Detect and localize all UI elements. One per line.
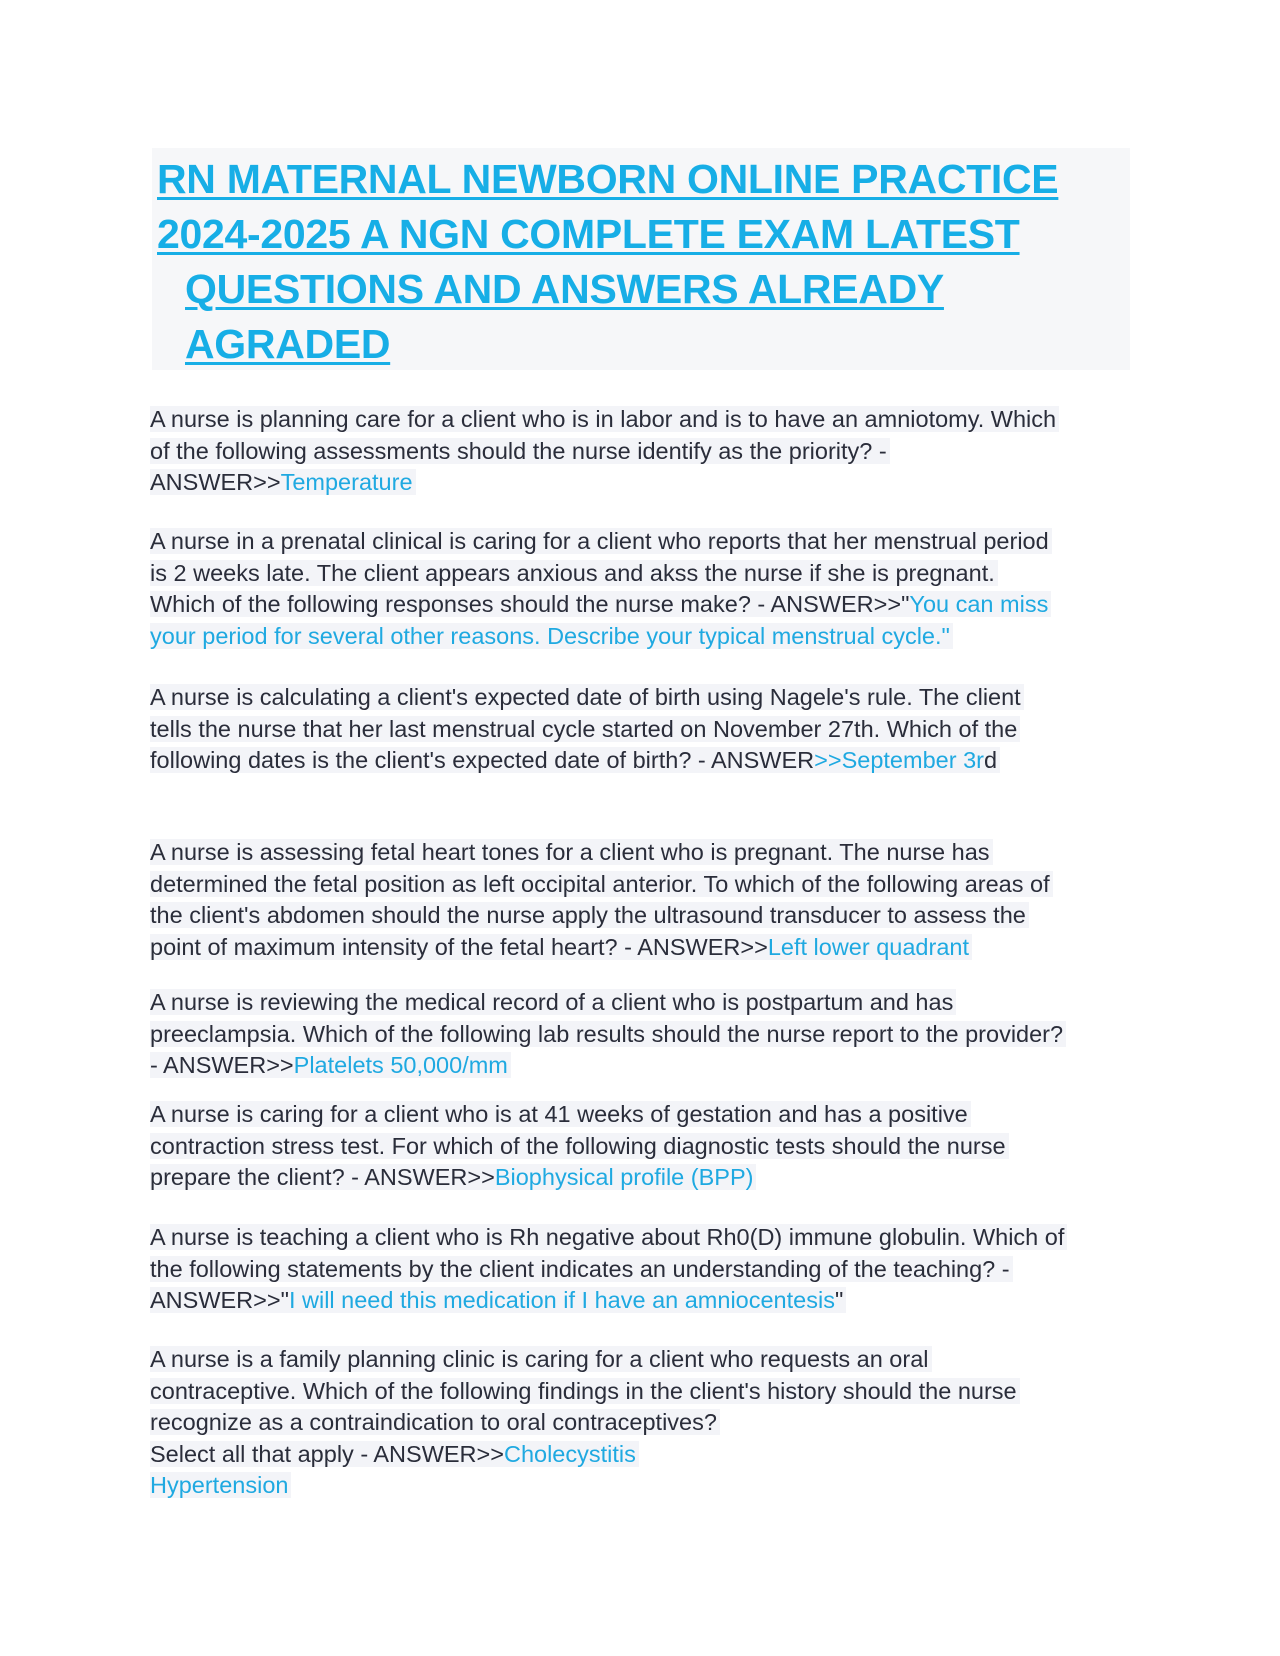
qa-line-highlight bbox=[150, 839, 993, 865]
qa-line bbox=[150, 682, 1024, 714]
qa-line-highlight bbox=[150, 406, 1059, 432]
qa-line-highlight bbox=[150, 902, 1029, 928]
question-text: the following statements by the client indicates an understanding of the teaching? - bbox=[150, 1255, 1010, 1282]
qa-line-highlight bbox=[150, 1256, 1013, 1282]
qa-line-highlight bbox=[150, 528, 1052, 554]
qa-line bbox=[150, 1344, 1020, 1376]
qa-line bbox=[150, 1439, 1020, 1471]
qa-line bbox=[150, 932, 1053, 964]
answer-text: Biophysical profile (BPP) bbox=[494, 1164, 754, 1190]
qa-line-highlight bbox=[150, 1133, 1009, 1159]
answer-text: Hypertension bbox=[150, 1472, 289, 1498]
qa-line-highlight bbox=[150, 716, 1020, 742]
question-text: Which of the following responses should the nurse make? - ANSWER>>" bbox=[150, 591, 910, 617]
qa-item bbox=[150, 526, 1052, 652]
question-text: A nurse is reviewing the medical record of a client who is postpartum and has bbox=[150, 989, 954, 1015]
question-text: A nurse is caring for a client who is at 41 weeks of gestation and has a positive bbox=[150, 1101, 968, 1127]
qa-line bbox=[150, 1050, 1066, 1082]
qa-line bbox=[150, 987, 1066, 1019]
qa-line-highlight bbox=[150, 684, 1024, 710]
qa-line-highlight bbox=[150, 1287, 846, 1313]
qa-line-highlight bbox=[150, 1164, 756, 1190]
qa-item bbox=[150, 404, 1059, 499]
question-text: A nurse is planning care for a client who is in labor and is to have an amniotomy. Which bbox=[150, 406, 1057, 432]
question-text: is 2 weeks late. The client appears anxious and akss the nurse if she is pregnant. bbox=[150, 559, 995, 586]
qa-line bbox=[150, 1131, 1009, 1163]
title-line-1: RN MATERNAL NEWBORN ONLINE PRACTICE bbox=[157, 156, 1059, 202]
qa-line bbox=[150, 467, 1059, 499]
qa-line bbox=[150, 589, 1052, 621]
qa-line bbox=[150, 745, 1024, 777]
question-text: determined the fetal position as left occipital anterior. To which of the following areas of bbox=[150, 870, 1050, 897]
answer-text: >>September 3r bbox=[814, 747, 984, 773]
title-line-3: QUESTIONS AND ANSWERS ALREADY bbox=[185, 266, 944, 312]
qa-line bbox=[150, 1376, 1020, 1408]
qa-item bbox=[150, 1099, 1009, 1194]
question-text: ANSWER>> bbox=[150, 469, 281, 495]
qa-line-highlight bbox=[150, 1378, 1020, 1404]
qa-line bbox=[150, 558, 1052, 590]
qa-line bbox=[150, 900, 1053, 932]
qa-line-highlight bbox=[150, 1441, 639, 1467]
question-text: tells the nurse that her last menstrual cycle started on November 27th. Which of the bbox=[150, 715, 1018, 742]
qa-line-highlight bbox=[150, 934, 972, 960]
qa-line bbox=[150, 404, 1059, 436]
question-text: the client's abdomen should the nurse apply the ultrasound transducer to assess the bbox=[150, 902, 1026, 928]
qa-line bbox=[150, 1285, 1067, 1317]
qa-line bbox=[150, 1019, 1066, 1051]
question-text: recognize as a contraindication to oral contraceptives? bbox=[150, 1409, 717, 1435]
qa-line bbox=[150, 1222, 1067, 1254]
qa-item bbox=[150, 682, 1024, 777]
document-title bbox=[152, 148, 1130, 370]
question-text: prepare the client? - ANSWER>> bbox=[150, 1164, 495, 1190]
answer-text: your period for several other reasons. Describe your typical menstrual cycle." bbox=[150, 622, 950, 649]
question-text: contraceptive. Which of the following findings in the client's history should the nurse bbox=[150, 1377, 1017, 1404]
qa-line bbox=[150, 837, 1053, 869]
qa-line-highlight bbox=[150, 560, 998, 586]
qa-line-highlight bbox=[150, 1409, 720, 1435]
qa-line-highlight bbox=[150, 871, 1053, 897]
qa-line bbox=[150, 1470, 1020, 1502]
answer-text: I will need this medication if I have an amniocentesis bbox=[288, 1287, 835, 1313]
question-text: following dates is the client's expected date of birth? - ANSWER bbox=[150, 747, 815, 773]
title-line-2: 2024-2025 A NGN COMPLETE EXAM LATEST bbox=[157, 211, 1020, 257]
qa-line-highlight bbox=[150, 1021, 1066, 1047]
qa-line-highlight bbox=[150, 469, 416, 495]
answer-text: You can miss bbox=[909, 591, 1049, 617]
question-text: A nurse in a prenatal clinical is caring for a client who reports that her menstrual period bbox=[150, 528, 1049, 554]
qa-line-highlight bbox=[150, 591, 1051, 617]
question-text: Select all that apply - ANSWER>> bbox=[150, 1440, 504, 1467]
question-text: - ANSWER>> bbox=[150, 1052, 294, 1078]
question-text: A nurse is teaching a client who is Rh negative about Rh0(D) immune globulin. Which of bbox=[150, 1224, 1065, 1250]
qa-line-highlight bbox=[150, 1346, 932, 1372]
qa-line-highlight bbox=[150, 747, 1000, 773]
qa-line bbox=[150, 1099, 1009, 1131]
question-text: A nurse is assessing fetal heart tones for a client who is pregnant. The nurse has bbox=[150, 839, 990, 865]
qa-line bbox=[150, 1254, 1067, 1286]
qa-line-highlight bbox=[150, 1101, 971, 1127]
question-text: preeclampsia. Which of the following lab results should the nurse report to the provider? bbox=[150, 1020, 1064, 1047]
answer-text: Cholecystitis bbox=[503, 1440, 636, 1467]
question-text: A nurse is calculating a client's expected date of birth using Nagele's rule. The client bbox=[150, 684, 1021, 710]
question-text: of the following assessments should the nurse identify as the priority? - bbox=[150, 437, 887, 464]
qa-line-highlight bbox=[150, 623, 953, 649]
answer-text: Platelets 50,000/mm bbox=[293, 1052, 508, 1078]
qa-line bbox=[150, 621, 1052, 653]
answer-text: Left lower quadrant bbox=[767, 933, 969, 960]
qa-item bbox=[150, 1222, 1067, 1317]
qa-line bbox=[150, 1407, 1020, 1439]
qa-line-highlight bbox=[150, 1472, 291, 1498]
qa-line bbox=[150, 436, 1059, 468]
question-text-suffix: " bbox=[834, 1287, 844, 1313]
question-text: A nurse is a family planning clinic is caring for a client who requests an oral bbox=[150, 1346, 929, 1372]
qa-line-highlight bbox=[150, 438, 890, 464]
title-line-4: AGRADED bbox=[185, 321, 391, 367]
qa-item bbox=[150, 837, 1053, 963]
question-text-suffix: d bbox=[983, 747, 998, 773]
question-text: ANSWER>>" bbox=[150, 1287, 289, 1313]
qa-line-highlight bbox=[150, 1052, 511, 1078]
qa-line-highlight bbox=[150, 989, 956, 1015]
question-text: point of maximum intensity of the fetal heart? - ANSWER>> bbox=[150, 933, 768, 960]
qa-line bbox=[150, 1162, 1009, 1194]
answer-text: Temperature bbox=[280, 469, 413, 495]
qa-line bbox=[150, 714, 1024, 746]
qa-item bbox=[150, 987, 1066, 1082]
question-text: contraction stress test. For which of the following diagnostic tests should the nurse bbox=[150, 1132, 1006, 1159]
qa-line bbox=[150, 869, 1053, 901]
qa-line bbox=[150, 526, 1052, 558]
qa-item bbox=[150, 1344, 1020, 1502]
qa-line-highlight bbox=[150, 1224, 1067, 1250]
